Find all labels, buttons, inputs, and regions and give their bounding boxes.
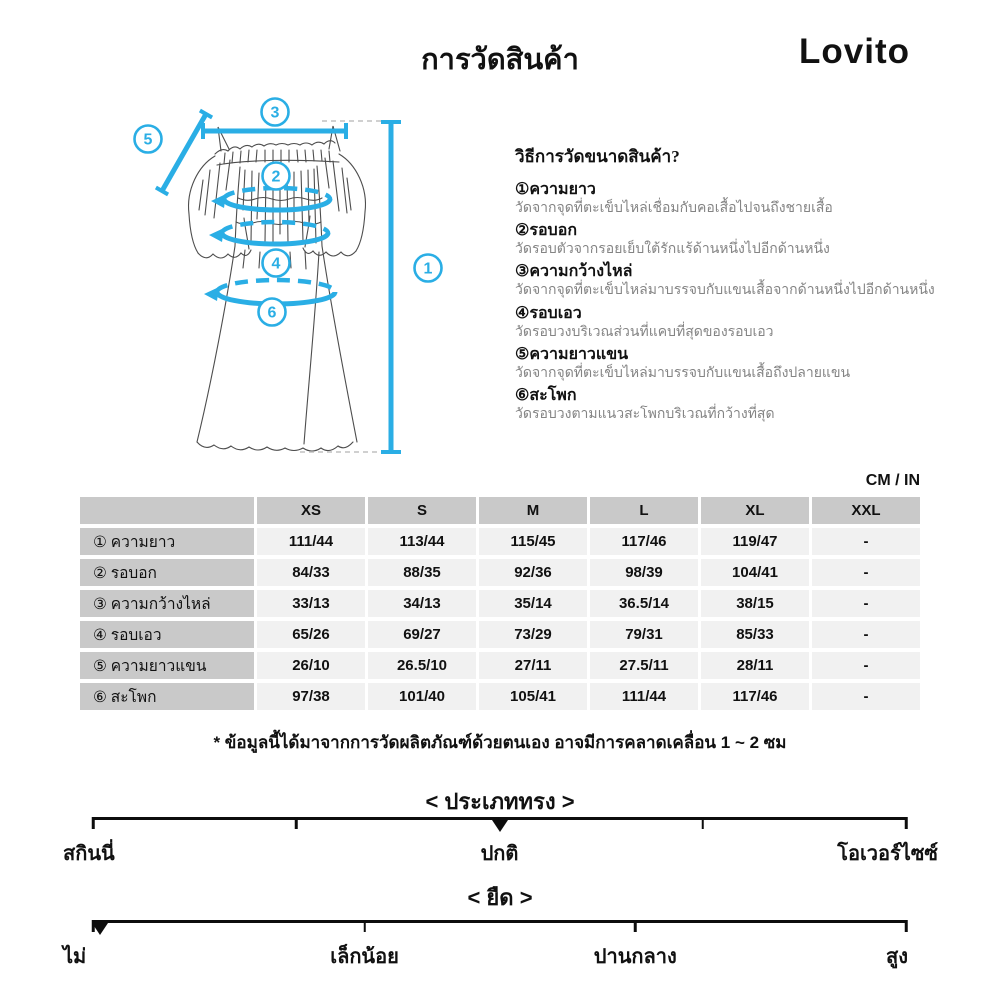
column-header-xl: XL <box>701 497 809 524</box>
disclaimer-note: * ข้อมูลนี้ได้มาจากการวัดผลิตภัณฑ์ด้วยตนเอง อาจมีการคลาดเคลื่อน 1 ~ 2 ซม <box>213 733 787 752</box>
instruction-description: วัดรอบวงบริเวณส่วนที่แคบที่สุดของรอบเอว <box>515 324 774 340</box>
instruction-title: ①ความยาว <box>515 181 596 198</box>
size-value: 104/41 <box>701 559 809 586</box>
page-title: การวัดสินค้า <box>421 44 579 76</box>
scale-tick <box>363 920 366 932</box>
table-corner-cell <box>80 497 254 524</box>
column-header-xs: XS <box>257 497 365 524</box>
column-header-l: L <box>590 497 698 524</box>
size-value: 115/45 <box>479 528 587 555</box>
size-value: 88/35 <box>368 559 476 586</box>
scale-tick <box>634 920 637 932</box>
brand-logo: Lovito <box>799 32 910 71</box>
instructions-heading: วิธีการวัดขนาดสินค้า? <box>515 147 680 166</box>
scale-tick <box>92 817 95 829</box>
instruction-title: ⑤ความยาวแขน <box>515 345 629 363</box>
size-value: 33/13 <box>257 590 365 617</box>
measurement-instructions <box>515 143 945 427</box>
size-value: 65/26 <box>257 621 365 648</box>
svg-text:3: 3 <box>270 104 280 122</box>
size-value: 101/40 <box>368 683 476 710</box>
callout-1 <box>415 255 442 282</box>
instruction-description: วัดรอบวงตามแนวสะโพกบริเวณที่กว้างที่สุด <box>515 406 775 422</box>
size-value: - <box>812 621 920 648</box>
column-header-xxl: XXL <box>812 497 920 524</box>
size-value: 105/41 <box>479 683 587 710</box>
svg-text:5: 5 <box>143 131 153 149</box>
scale-label: สูง <box>886 946 908 968</box>
scale-label: ปกติ <box>480 843 519 865</box>
size-value: 69/27 <box>368 621 476 648</box>
size-value: - <box>812 683 920 710</box>
scale-tick <box>905 920 908 932</box>
svg-text:6: 6 <box>267 304 277 322</box>
scale-label: ไม่ <box>63 946 87 968</box>
size-value: 38/15 <box>701 590 809 617</box>
size-value: 27.5/11 <box>590 652 698 679</box>
stretch-scale <box>63 920 908 980</box>
size-table <box>80 497 920 710</box>
svg-text:2: 2 <box>271 168 281 186</box>
size-value: 26.5/10 <box>368 652 476 679</box>
size-value: 84/33 <box>257 559 365 586</box>
instruction-item <box>515 386 945 424</box>
size-value: 92/36 <box>479 559 587 586</box>
scale-tick <box>295 817 298 829</box>
instruction-title: ⑥สะโพก <box>515 386 577 404</box>
size-value: 113/44 <box>368 528 476 555</box>
instruction-description: วัดจากจุดที่ตะเข็บไหล่เชื่อมกับคอเสื้อไปจนถึงชายเสื้อ <box>515 201 833 216</box>
column-header-s: S <box>368 497 476 524</box>
svg-text:4: 4 <box>271 255 281 273</box>
instruction-item <box>515 304 945 342</box>
scale-tick <box>702 817 705 829</box>
size-value: - <box>812 590 920 617</box>
size-value: 35/14 <box>479 590 587 617</box>
callout-2 <box>263 163 290 190</box>
size-value: 97/38 <box>257 683 365 710</box>
callout-4 <box>263 250 290 277</box>
instruction-title: ④รอบเอว <box>515 304 582 322</box>
size-value: 27/11 <box>479 652 587 679</box>
row-label: ⑤ ความยาวแขน <box>80 652 254 679</box>
instruction-item <box>515 180 945 218</box>
instruction-title: ③ความกว้างไหล่ <box>515 263 633 281</box>
scale-label: โอเวอร์ไซซ์ <box>837 843 938 865</box>
row-label: ④ รอบเอว <box>80 621 254 648</box>
size-value: 34/13 <box>368 590 476 617</box>
size-value: 26/10 <box>257 652 365 679</box>
size-value: - <box>812 559 920 586</box>
size-value: 73/29 <box>479 621 587 648</box>
size-value: 79/31 <box>590 621 698 648</box>
scale-label: ปานกลาง <box>593 946 677 968</box>
size-value: - <box>812 528 920 555</box>
column-header-m: M <box>479 497 587 524</box>
size-value: 117/46 <box>590 528 698 555</box>
instruction-item <box>515 262 945 300</box>
scale-pointer-icon <box>492 820 508 832</box>
stretch-title: < ยืด > <box>467 885 533 910</box>
callout-3 <box>262 99 289 126</box>
scale-tick <box>905 817 908 829</box>
size-value: 111/44 <box>257 528 365 555</box>
garment-measurement-diagram <box>85 90 465 480</box>
size-value: 119/47 <box>701 528 809 555</box>
fit-type-title: < ประเภททรง > <box>425 789 575 814</box>
row-label: ⑥ สะโพก <box>80 683 254 710</box>
instruction-description: วัดจากจุดที่ตะเข็บไหล่มาบรรจบกับแขนเสื้อจากด้านหนึ่งไปอีกด้านหนึ่ง <box>515 283 935 299</box>
fit-type-scale <box>63 817 938 877</box>
scale-label: เล็กน้อย <box>330 946 399 968</box>
instruction-item <box>515 221 945 259</box>
svg-text:1: 1 <box>423 260 433 278</box>
size-value: 98/39 <box>590 559 698 586</box>
instruction-description: วัดรอบตัวจากรอยเย็บใต้รักแร้ด้านหนึ่งไปอีกด้านหนึ่ง <box>515 242 830 258</box>
units-label: CM / IN <box>865 472 920 489</box>
scale-pointer-icon <box>92 923 108 935</box>
row-label: ② รอบอก <box>80 559 254 586</box>
guide-dashes <box>300 121 381 452</box>
size-value: 85/33 <box>701 621 809 648</box>
size-value: 36.5/14 <box>590 590 698 617</box>
instruction-title: ②รอบอก <box>515 222 577 240</box>
row-label: ③ ความกว้างไหล่ <box>80 590 254 617</box>
instruction-description: วัดจากจุดที่ตะเข็บไหล่มาบรรจบกับแขนเสื้อถึงปลายแขน <box>515 365 851 381</box>
callout-5 <box>135 126 162 153</box>
scale-label: สกินนี่ <box>63 843 115 865</box>
size-value: 28/11 <box>701 652 809 679</box>
size-value: - <box>812 652 920 679</box>
scale-line <box>93 920 906 923</box>
size-value: 111/44 <box>590 683 698 710</box>
size-value: 117/46 <box>701 683 809 710</box>
instructions-list <box>515 180 945 424</box>
row-label: ① ความยาว <box>80 528 254 555</box>
instruction-item <box>515 345 945 383</box>
callout-6 <box>259 299 286 326</box>
